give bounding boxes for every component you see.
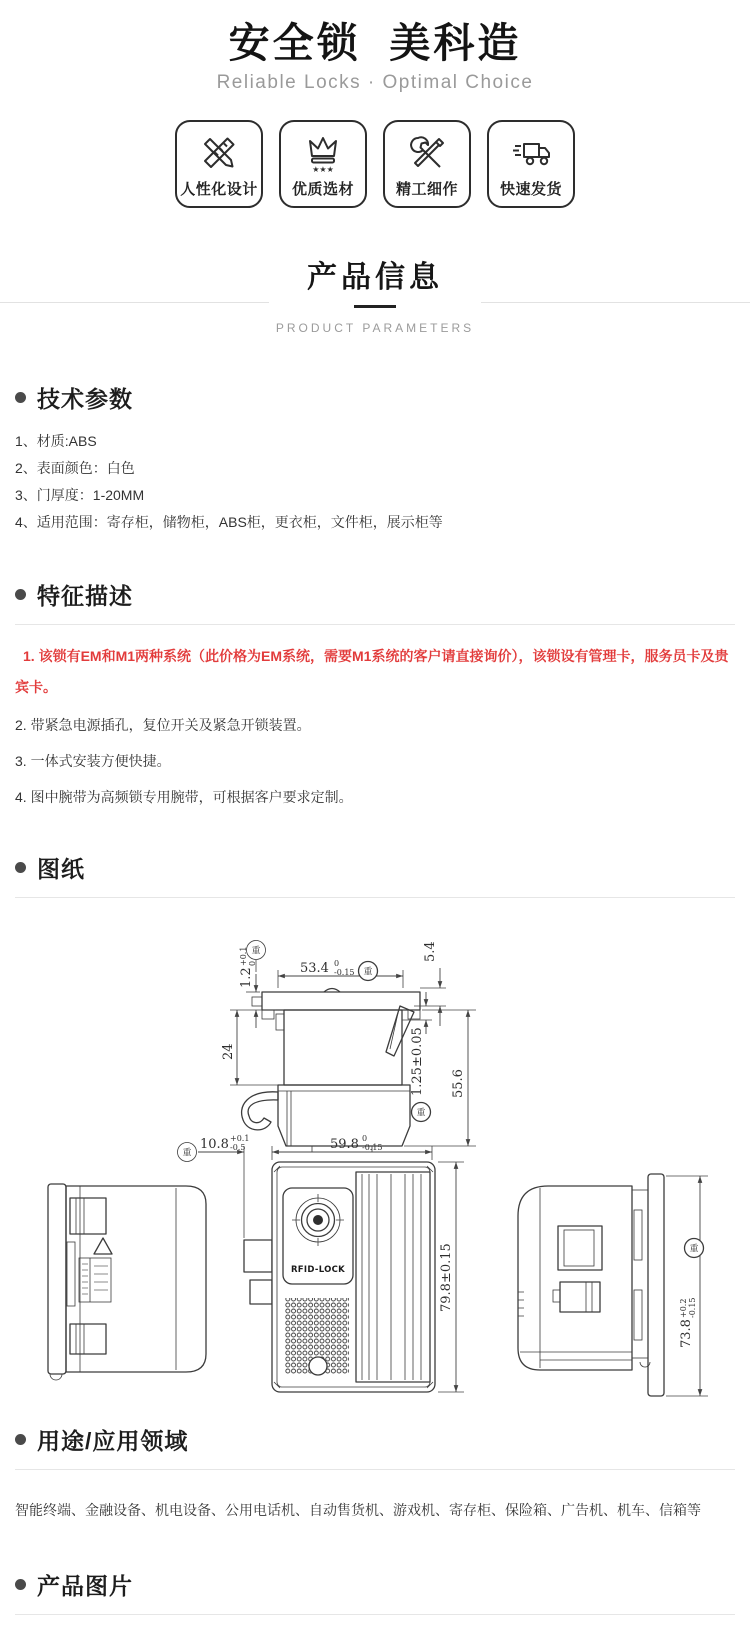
svg-text:24: 24 <box>221 1043 236 1061</box>
svg-text:重: 重 <box>363 967 373 978</box>
svg-text:0: 0 <box>362 1134 368 1144</box>
section-title: 产品图片 <box>37 1573 133 1600</box>
section-tech-params <box>0 381 750 536</box>
badge-label: 精工细作 <box>395 181 458 199</box>
svg-text:5.4: 5.4 <box>423 941 438 963</box>
list-item: 3. 一体式安装方便快捷。 <box>15 753 171 770</box>
banner-subtitle: PRODUCT PARAMETERS <box>275 321 475 336</box>
svg-text:-0.5: -0.5 <box>230 1143 246 1153</box>
crown-icon <box>301 131 345 175</box>
warning-triangle-icon <box>94 1238 112 1254</box>
badge-label: 快速发货 <box>499 181 562 199</box>
tech-params-list <box>15 428 735 536</box>
badge-quality-material <box>279 120 367 208</box>
badge-fast-shipping <box>487 120 575 208</box>
section-title: 特征描述 <box>37 583 133 610</box>
svg-text:53.4: 53.4 <box>300 961 329 977</box>
banner-title: 产品信息 <box>269 252 481 308</box>
svg-text:+0.1: +0.1 <box>230 1134 250 1144</box>
bullet-icon <box>15 1579 26 1590</box>
bullet-icon <box>15 589 26 600</box>
svg-text:重: 重 <box>182 1148 192 1159</box>
bullet-icon <box>15 1434 26 1445</box>
drawing-front-view <box>178 1134 465 1392</box>
list-item: 4. 图中腕带为高频锁专用腕带，可根据客户要求定制。 <box>15 789 353 806</box>
svg-text:73.8: 73.8 <box>679 1319 694 1349</box>
svg-text:59.8: 59.8 <box>330 1137 359 1153</box>
list-item: 2. 带紧急电源插孔，复位开关及紧急开锁装置。 <box>15 717 311 734</box>
badge-fine-workmanship <box>383 120 471 208</box>
section-title: 用途/应用领域 <box>37 1428 189 1455</box>
technical-drawing <box>0 900 750 1410</box>
wrench-hammer-icon <box>405 131 449 175</box>
svg-text:重: 重 <box>251 946 261 957</box>
divider <box>15 1614 735 1615</box>
header <box>0 0 750 208</box>
badge-label: 人性化设计 <box>180 181 258 199</box>
divider <box>15 1469 735 1470</box>
svg-text:-0.15: -0.15 <box>362 1143 383 1153</box>
bullet-icon <box>15 862 26 873</box>
features-body <box>15 641 735 811</box>
section-drawing <box>0 851 750 898</box>
svg-text:0: 0 <box>334 959 340 969</box>
svg-text:55.6: 55.6 <box>451 1069 466 1099</box>
section-product-photos <box>0 1568 750 1645</box>
svg-text:79.8±0.15: 79.8±0.15 <box>439 1243 454 1313</box>
section-banner <box>0 252 750 335</box>
drawing-left-side-view <box>48 1184 206 1380</box>
divider <box>15 897 735 898</box>
svg-text:1.25±0.05: 1.25±0.05 <box>410 1027 425 1097</box>
applications-text: 智能终端、金融设备、机电设备、公用电话机、自动售货机、游戏机、寄存柜、保险箱、广告机、机车、信箱等 <box>15 1502 701 1519</box>
brand-logo: RFID-LOCK <box>290 1265 346 1276</box>
svg-text:+0.1: +0.1 <box>239 946 248 967</box>
applications-heading <box>15 1423 735 1456</box>
list-item: 4、适用范围：寄存柜，储物柜，ABS柜，更衣柜，文件柜，展示柜等 <box>15 514 443 531</box>
list-item: 2、表面颜色：白色 <box>15 460 135 477</box>
section-features <box>0 578 750 811</box>
svg-text:10.8: 10.8 <box>200 1137 229 1153</box>
drawing-heading <box>15 851 735 884</box>
photos-heading <box>15 1568 735 1601</box>
list-item: 3、门厚度：1-20MM <box>15 487 145 504</box>
svg-text:重: 重 <box>416 1108 426 1119</box>
section-title: 技术参数 <box>37 386 133 413</box>
section-title: 图纸 <box>37 856 85 883</box>
badge-human-design <box>175 120 263 208</box>
page-title: 安全锁 美科造 <box>228 20 522 66</box>
badge-label: 优质选材 <box>291 181 354 199</box>
ruler-pencil-icon <box>197 131 241 175</box>
spec-label-sticker <box>79 1258 111 1302</box>
features-heading <box>15 578 735 611</box>
drawing-right-side-view <box>518 1174 708 1396</box>
delivery-truck-icon <box>509 131 553 175</box>
feature-highlight: 1. 该锁有EM和M1两种系统（此价格为EM系统，需要M1系统的客户请直接询价），该锁设有管理卡，服务员卡及贵宾卡。 <box>15 648 729 696</box>
list-item: 1、材质:ABS <box>15 433 97 450</box>
divider <box>15 624 735 625</box>
svg-text:重: 重 <box>689 1244 699 1255</box>
svg-text:-0.15: -0.15 <box>688 1297 697 1319</box>
bullet-icon <box>15 392 26 403</box>
drawing-top-section-view <box>221 941 476 1153</box>
feature-badges <box>0 120 750 208</box>
crown-stars: ★★★ <box>312 165 334 175</box>
section-applications <box>0 1423 750 1522</box>
tech-params-heading <box>15 381 735 414</box>
svg-text:1.2: 1.2 <box>239 967 254 989</box>
page-subtitle: Reliable Locks · Optimal Choice <box>216 72 534 94</box>
svg-text:+0.2: +0.2 <box>679 1298 688 1319</box>
svg-text:-0.15: -0.15 <box>334 968 355 978</box>
svg-text:0: 0 <box>248 961 257 967</box>
